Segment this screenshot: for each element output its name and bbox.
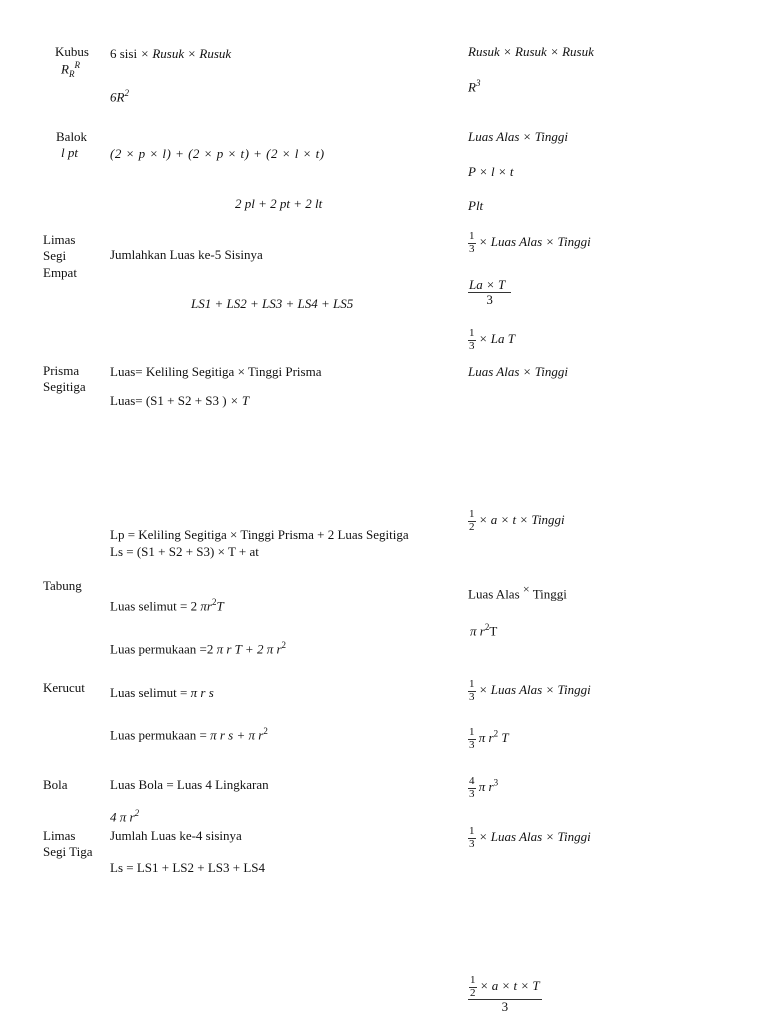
prisma-luas-selimut: Ls = (S1 + S2 + S3) × T + at bbox=[110, 544, 259, 559]
kubus-volume-formula: Rusuk × Rusuk × Rusuk bbox=[468, 44, 594, 59]
kubus-label: Kubus bbox=[55, 44, 89, 59]
tabung-label: Tabung bbox=[43, 578, 82, 593]
prisma-segitiga-label: Prisma Segitiga bbox=[43, 363, 86, 395]
kerucut-volume-1: $\frac{1}{3}$ × Luas Alas × Tinggi bbox=[469, 678, 591, 703]
kerucut-volume-2: $\frac{1}{3}$ π $r^2$ T bbox=[469, 726, 509, 751]
balok-volume-pxlxt: P × l × t bbox=[468, 164, 514, 179]
prisma-volume-2: $\frac{1}{2}$ × a × t × Tinggi bbox=[469, 508, 565, 533]
kubus-sublabel: $R_R^R$ bbox=[61, 60, 80, 79]
limas-segi-empat-luas-text: Jumlahkan Luas ke-5 Sisinya bbox=[110, 247, 263, 262]
kerucut-luas-selimut: Luas selimut = π r s bbox=[110, 685, 214, 700]
limas-segi-empat-volume-3: $\frac{1}{3}$ × La T bbox=[469, 327, 515, 352]
tabung-luas-selimut: Luas selimut = 2 $\pi r^2T$ bbox=[110, 597, 224, 614]
limas-segi-tiga-luas-text: Jumlah Luas ke-4 sisinya bbox=[110, 828, 242, 843]
limas-segi-tiga-luas-formula: Ls = LS1 + LS2 + LS3 + LS4 bbox=[110, 860, 266, 875]
limas-segi-tiga-volume-2: $\frac{1}{2}$ × a × t × T 3 bbox=[470, 974, 540, 1015]
balok-label: Balok bbox=[56, 129, 88, 144]
prisma-luas-2: Luas= (S1 + S2 + S3 ) × T bbox=[110, 393, 250, 408]
balok-volume-plt: Plt bbox=[468, 198, 484, 213]
balok-luas-formula: (2 × p × l) + (2 × p × t) + (2 × l × t) bbox=[110, 146, 325, 161]
tabung-volume-1: Luas Alas × Tinggi bbox=[468, 582, 567, 602]
bola-label: Bola bbox=[43, 777, 68, 792]
balok-sublabel: l pt bbox=[61, 145, 78, 160]
kerucut-luas-permukaan: Luas permukaan = π r s + π $r^2$ bbox=[110, 726, 268, 743]
bola-volume: $\frac{4}{3}$ π $r^3$ bbox=[469, 775, 499, 800]
limas-segi-empat-label: Limas Segi Empat bbox=[43, 232, 77, 280]
kubus-luas-formula: 6 sisi × Rusuk × Rusuk bbox=[110, 46, 232, 61]
balok-luas-simplified: 2 pl + 2 pt + 2 lt bbox=[235, 196, 323, 211]
limas-segi-empat-volume-1: $\frac{1}{3}$ × Luas Alas × Tinggi bbox=[469, 230, 591, 255]
prisma-luas-1: Luas= Keliling Segitiga × Tinggi Prisma bbox=[110, 364, 322, 379]
tabung-luas-permukaan: Luas permukaan =2 π r T + 2 π $r^2$ bbox=[110, 640, 287, 657]
prisma-luas-permukaan: Lp = Keliling Segitiga × Tinggi Prisma + 2 Luas Segitiga bbox=[110, 527, 409, 542]
bola-luas-formula: 4 π $r^2$ bbox=[110, 808, 140, 825]
limas-segi-empat-luas-formula: LS1 + LS2 + LS3 + LS4 + LS5 bbox=[191, 296, 354, 311]
prisma-volume-1: Luas Alas × Tinggi bbox=[468, 364, 568, 379]
limas-segi-tiga-volume-1: $\frac{1}{3}$ × Luas Alas × Tinggi bbox=[469, 825, 591, 850]
kubus-volume-simplified: $R^3$ bbox=[468, 78, 481, 95]
limas-segi-empat-volume-2: $\frac{La \times T}{3}$ bbox=[468, 278, 511, 306]
kerucut-label: Kerucut bbox=[43, 680, 85, 695]
balok-volume-formula: Luas Alas × Tinggi bbox=[468, 129, 568, 144]
limas-segi-tiga-label: Limas Segi Tiga bbox=[43, 828, 93, 860]
bola-luas-text: Luas Bola = Luas 4 Lingkaran bbox=[110, 777, 269, 792]
tabung-volume-2: π $r^2T$ bbox=[470, 622, 498, 639]
kubus-luas-simplified: $6R^2$ bbox=[110, 88, 129, 105]
